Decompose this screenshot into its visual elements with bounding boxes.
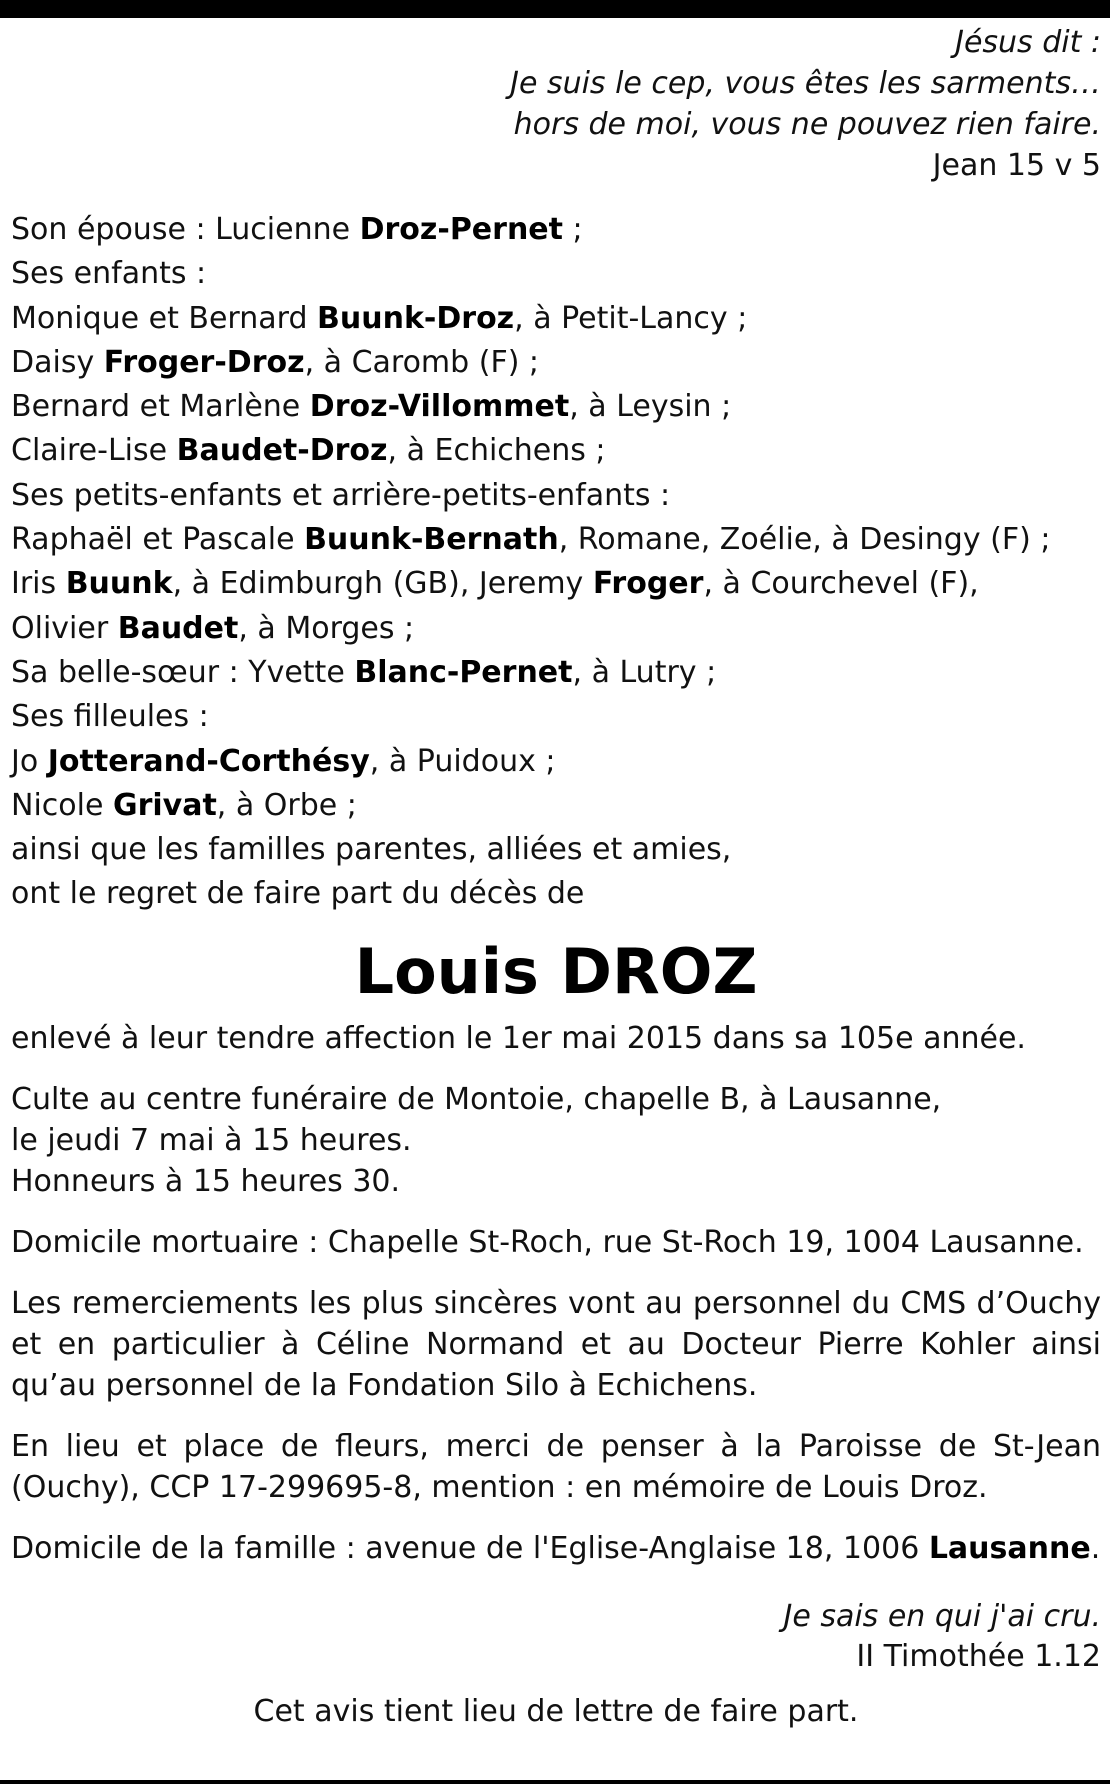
family-line: Claire-Lise Baudet-Droz, à Echichens ; — [11, 433, 606, 469]
family-line: ont le regret de faire part du décès de — [11, 876, 585, 912]
mortuary-address: Domicile mortuaire : Chapelle St-Roch, rue St-Roch 19, 1004 Lausanne. — [11, 1224, 1084, 1260]
verse-bottom-reference: II Timothée 1.12 — [856, 1638, 1101, 1674]
donation-text: En lieu et place de fleurs, merci de penser à la Paroisse de St-Jean (Ouchy), CCP 17-299695-8, mention : en mémoire de Louis Droz. — [11, 1428, 1101, 1505]
service-line-1: Culte au centre funéraire de Montoie, chapelle B, à Lausanne, — [11, 1081, 942, 1117]
service-line-2: le jeudi 7 mai à 15 heures. — [11, 1122, 412, 1158]
verse-bottom — [11, 1597, 1101, 1677]
family-line: Ses filleules : — [11, 699, 209, 735]
family-line: Jo Jotterand-Corthésy, à Puidoux ; — [11, 743, 556, 779]
deceased-name: Louis DROZ — [354, 934, 758, 1008]
family-line: ainsi que les familles parentes, alliées et amies, — [11, 832, 732, 868]
footer-note: Cet avis tient lieu de lettre de faire part. — [253, 1693, 859, 1729]
family-line: Ses petits-enfants et arrière-petits-enfants : — [11, 477, 671, 513]
passing-text: enlevé à leur tendre affection le 1er mai 2015 dans sa 105e année. — [11, 1020, 1026, 1056]
family-line: Bernard et Marlène Droz-Villommet, à Leysin ; — [11, 389, 732, 425]
family-line: Son épouse : Lucienne Droz-Pernet ; — [11, 212, 583, 247]
verse-top-line-2: Je suis le cep, vous êtes les sarments… — [510, 66, 1101, 101]
verse-top-reference: Jean 15 v 5 — [932, 148, 1101, 183]
family-line: Sa belle-sœur : Yvette Blanc-Pernet, à Lutry ; — [11, 654, 717, 690]
verse-top-line-1: Jésus dit : — [955, 25, 1101, 60]
family-line: Olivier Baudet, à Morges ; — [11, 610, 415, 646]
top-rule — [0, 0, 1110, 18]
family-line: Ses enfants : — [11, 256, 207, 292]
service-line-3: Honneurs à 15 heures 30. — [11, 1163, 401, 1199]
family-line: Iris Buunk, à Edimburgh (GB), Jeremy Froger, à Courchevel (F), — [11, 566, 979, 602]
family-home-city: Lausanne — [928, 1530, 1091, 1566]
family-line: Daisy Froger-Droz, à Caromb (F) ; — [11, 344, 540, 380]
family-list — [11, 208, 1101, 917]
obituary-notice — [11, 22, 1101, 1732]
verse-top — [11, 22, 1101, 186]
verse-bottom-line: Je sais en qui j'ai cru. — [783, 1598, 1101, 1634]
bottom-rule — [0, 1780, 1110, 1784]
family-line: Raphaël et Pascale Buunk-Bernath, Romane, Zoélie, à Desingy (F) ; — [11, 522, 1051, 558]
family-line: Monique et Bernard Buunk-Droz, à Petit-Lancy ; — [11, 300, 748, 336]
family-line: Nicole Grivat, à Orbe ; — [11, 787, 357, 823]
service-details — [11, 1079, 1101, 1202]
thanks-text: Les remerciements les plus sincères vont au personnel du CMS d’Ouchy et en particulier à Céline Normand et au Docteur Pierre Kohler ainsi qu’au personnel de la Fondation Silo à Echichens. — [11, 1285, 1101, 1403]
verse-top-line-3: hors de moi, vous ne pouvez rien faire. — [513, 107, 1101, 142]
family-home-address: Domicile de la famille : avenue de l'Eglise-Anglaise 18, 1006 Lausanne. — [11, 1530, 1101, 1566]
